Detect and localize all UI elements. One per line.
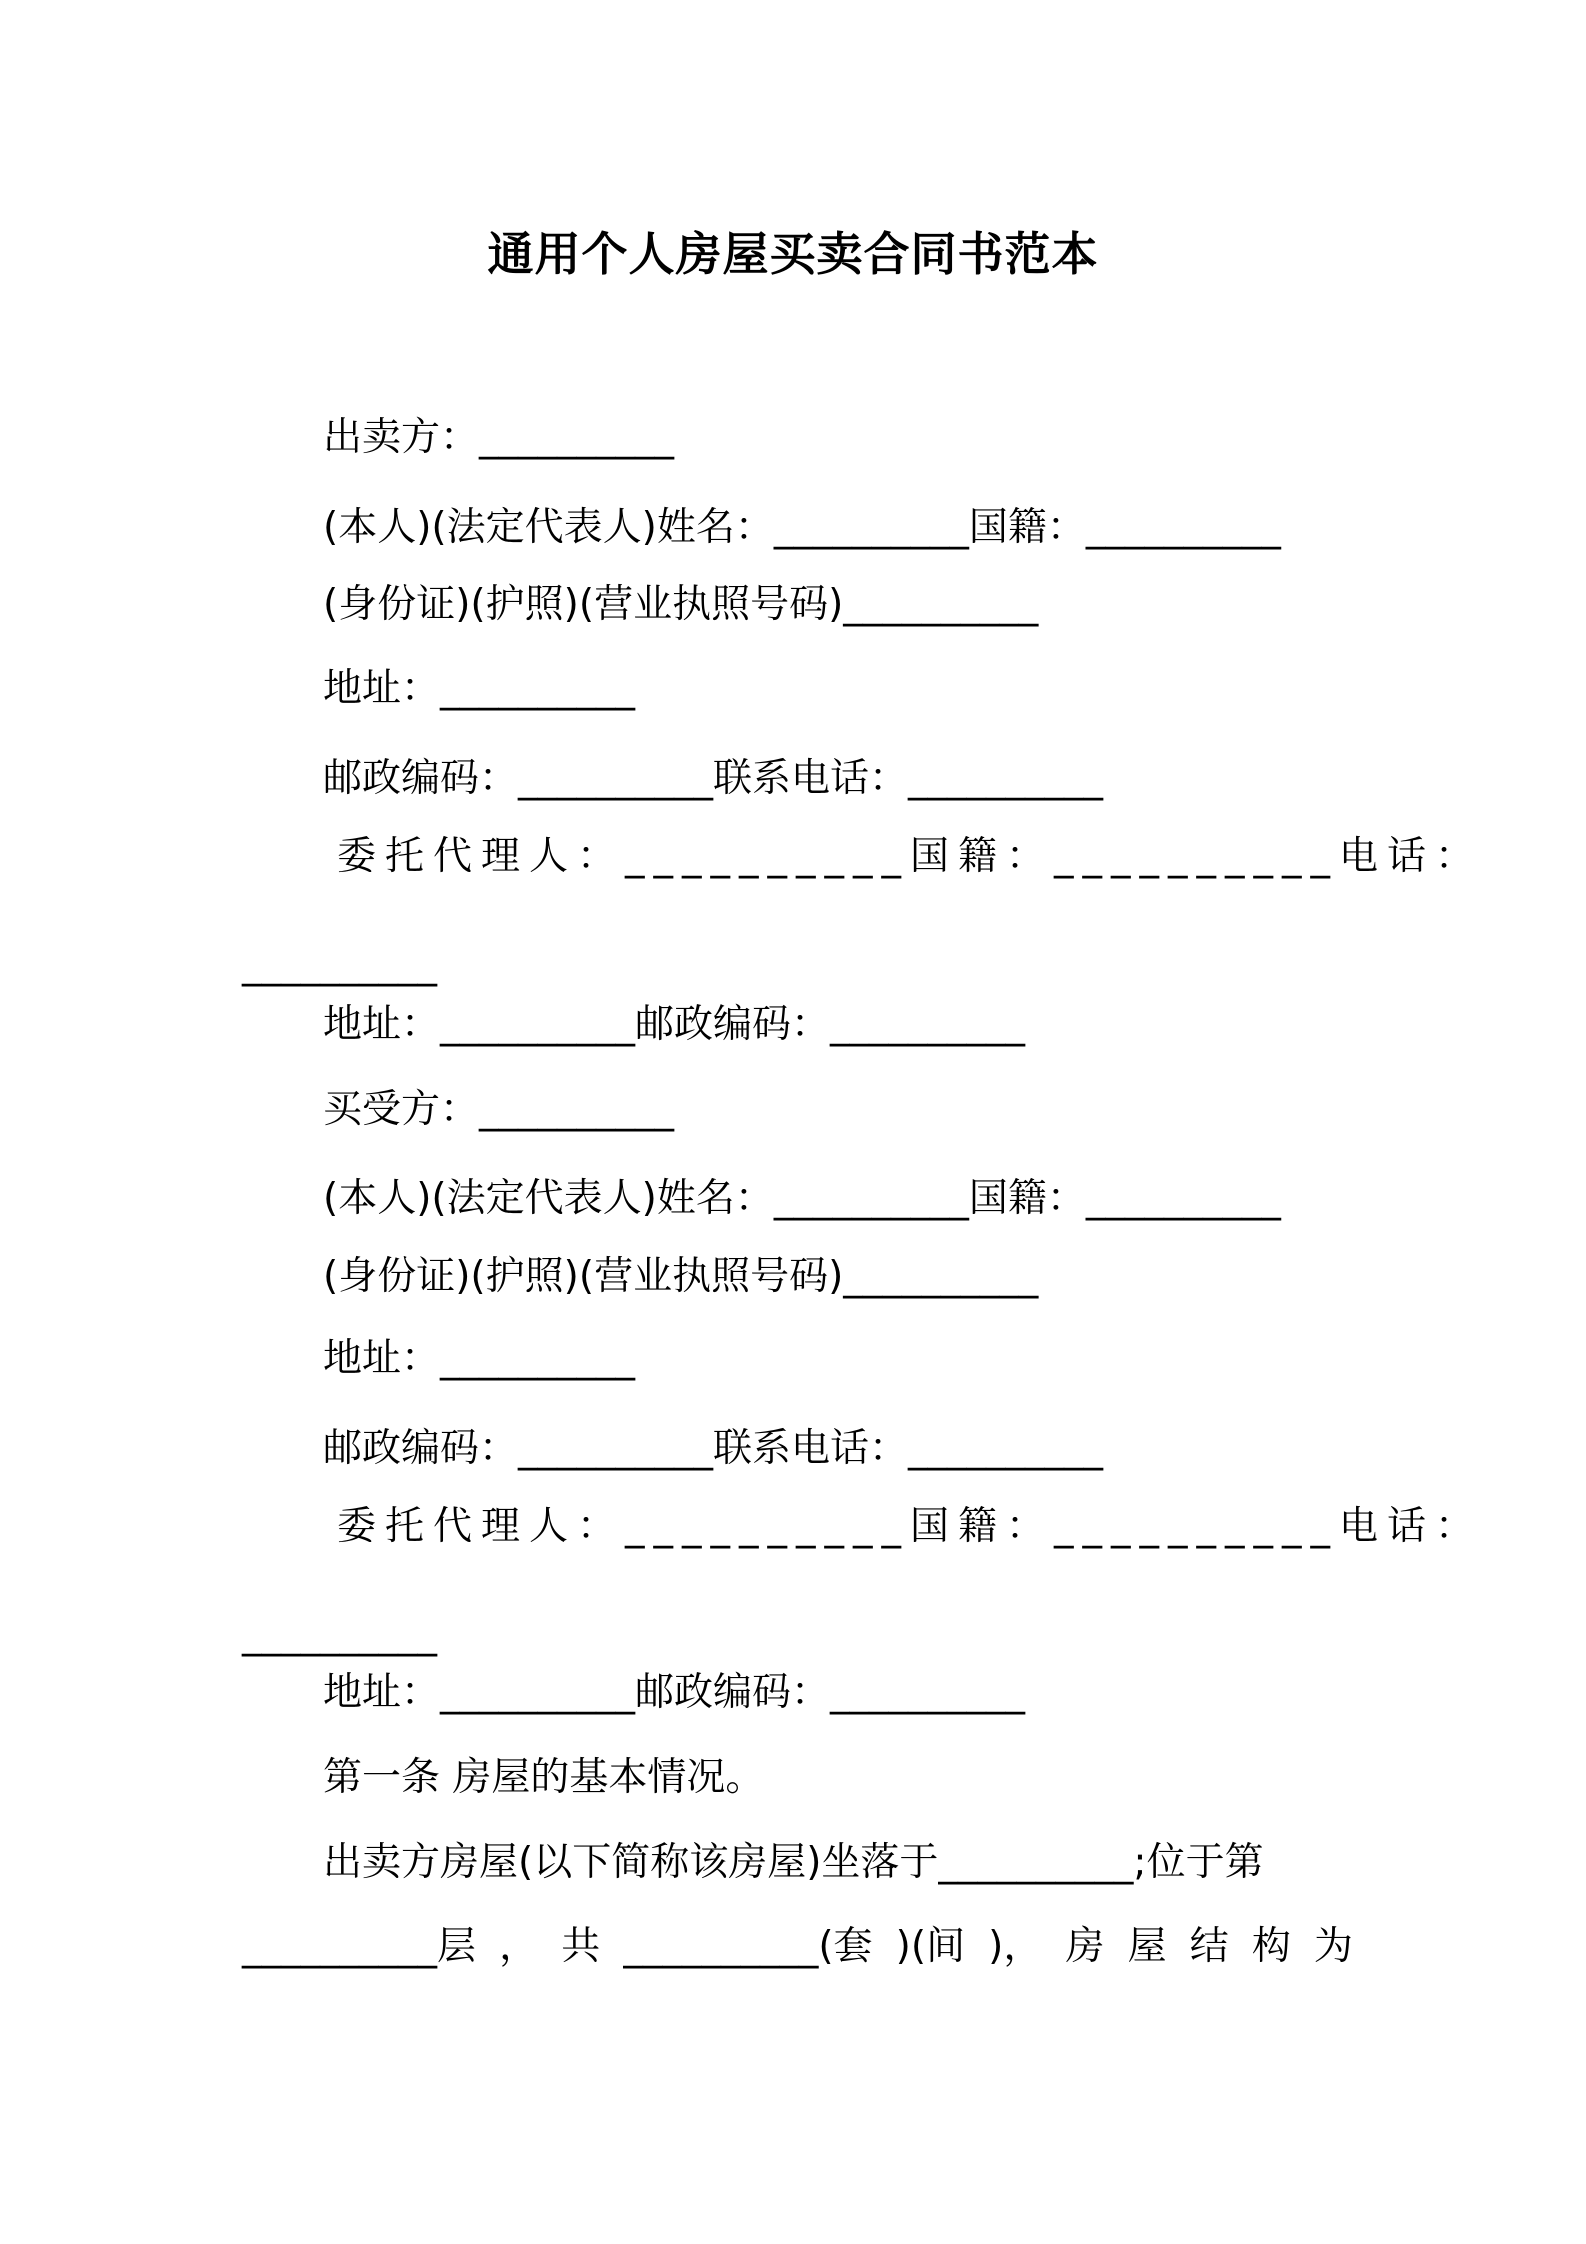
- seller-id-number: (身份证)(护照)(营业执照号码)__________: [323, 582, 1039, 627]
- buyer-agent-phone-blank: __________: [242, 1612, 437, 1657]
- seller-agent-phone-blank: __________: [242, 942, 437, 987]
- text-segment: 构: [1251, 1924, 1291, 1969]
- text-segment: __________层: [242, 1924, 477, 1969]
- text-segment: 结: [1189, 1924, 1229, 1969]
- seller-address: 地址：__________: [323, 666, 636, 711]
- text-segment: 共: [561, 1924, 601, 1969]
- seller-postcode-phone: 邮政编码：__________联系电话：__________: [323, 756, 1104, 801]
- buyer-agent-line: 委托代理人：__________国籍：__________电话：: [337, 1504, 1484, 1549]
- article-one-location: 出卖方房屋(以下简称该房屋)坐落于__________;位于第: [323, 1840, 1264, 1885]
- text-segment: 房: [1065, 1924, 1105, 1969]
- text-segment: 为: [1313, 1924, 1353, 1969]
- text-segment: __________(套: [623, 1924, 873, 1969]
- document-title: 通用个人房屋买卖合同书范本: [487, 227, 1099, 281]
- seller-label: 出卖方：__________: [323, 415, 675, 460]
- text-segment: )，: [988, 1924, 1043, 1969]
- article-one-heading: 第一条 房屋的基本情况。: [323, 1755, 765, 1800]
- buyer-postcode-phone: 邮政编码：__________联系电话：__________: [323, 1426, 1104, 1471]
- seller-name-nationality: (本人)(法定代表人)姓名：__________国籍：__________: [323, 505, 1281, 550]
- article-one-floor-structure: [242, 1922, 1353, 1972]
- buyer-agent-address-postcode: 地址：__________邮政编码：__________: [323, 1670, 1026, 1715]
- seller-agent-line: 委托代理人：__________国籍：__________电话：: [337, 834, 1484, 879]
- text-segment: ，: [499, 1924, 539, 1969]
- buyer-name-nationality: (本人)(法定代表人)姓名：__________国籍：__________: [323, 1176, 1281, 1221]
- buyer-id-number: (身份证)(护照)(营业执照号码)__________: [323, 1254, 1039, 1299]
- buyer-label: 买受方：__________: [323, 1087, 675, 1132]
- text-segment: 屋: [1127, 1924, 1167, 1969]
- seller-agent-address-postcode: 地址：__________邮政编码：__________: [323, 1002, 1026, 1047]
- buyer-address: 地址：__________: [323, 1336, 636, 1381]
- text-segment: )(间: [895, 1924, 966, 1969]
